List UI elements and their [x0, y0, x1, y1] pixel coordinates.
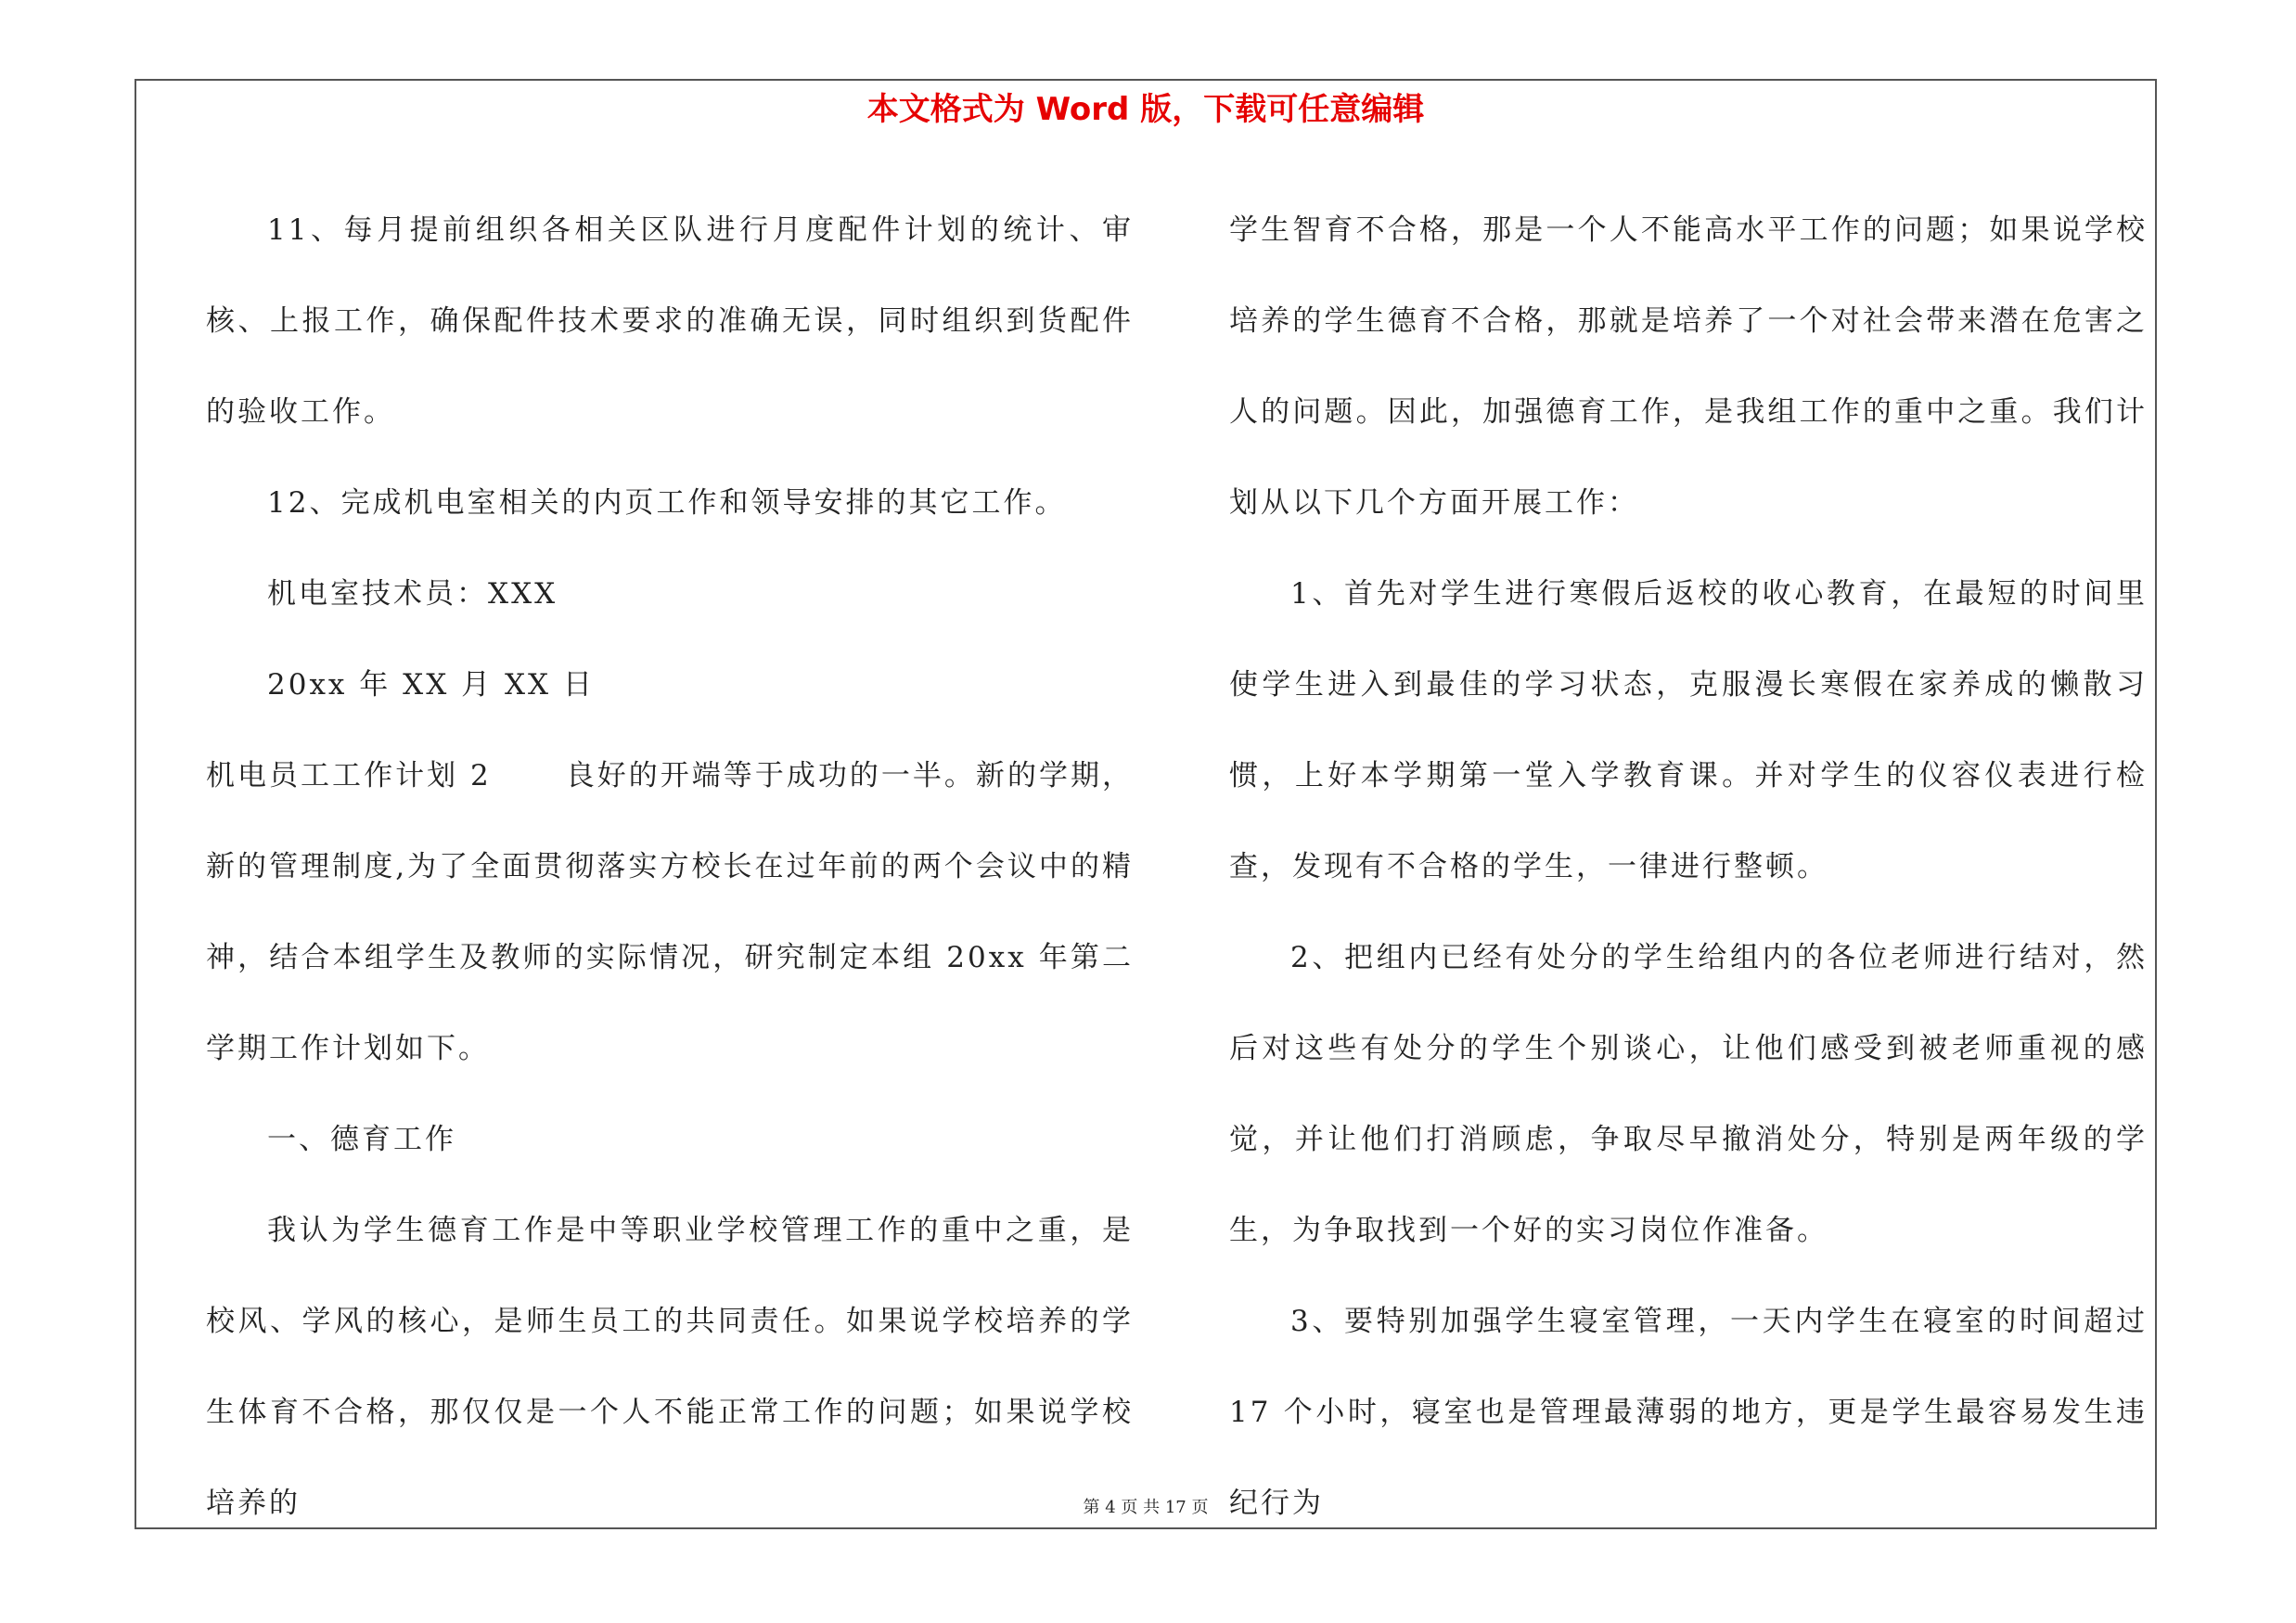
left-column: [206, 185, 1134, 1549]
right-column: [1229, 185, 2148, 1549]
signature-line: 机电室技术员：XXX: [267, 577, 558, 611]
paragraph: 学生智育不合格，那是一个人不能高水平工作的问题；如果说学校培养的学生德育不合格，那就是培养了一个对社会带来潜在危害之人的问题。因此，加强德育工作，是我组工作的重中之重。我们计划从以下几个方面开展工作：: [1229, 213, 2148, 520]
paragraph: 3、要特别加强学生寝室管理，一天内学生在寝室的时间超过 17 个小时，寝室也是管理最薄弱的地方，更是学生最容易发生违纪行为: [1229, 1305, 2148, 1520]
page-number: 第 4 页 共 17 页: [1083, 1498, 1209, 1517]
paragraph: 我认为学生德育工作是中等职业学校管理工作的重中之重，是校风、学风的核心，是师生员工的共同责任。如果说学校培养的学生体育不合格，那仅仅是一个人不能正常工作的问题；如果说学校培养的: [206, 1214, 1134, 1520]
date-line: 20xx 年 XX 月 XX 日: [267, 668, 595, 702]
heading: 一、德育工作: [267, 1123, 456, 1156]
section-paragraph: [206, 730, 1134, 1094]
paragraph: 11、每月提前组织各相关区队进行月度配件计划的统计、审核、上报工作，确保配件技术要求的准确无误，同时组织到货配件的验收工作。: [206, 213, 1134, 429]
section-body: 良好的开端等于成功的一半。新的学期，新的管理制度,为了全面贯彻落实方校长在过年前的两个会议中的精神，结合本组学生及教师的实际情况，研究制定本组 20xx 年第二学期工作计划如下。: [206, 759, 1134, 1065]
paragraph: 1、首先对学生进行寒假后返校的收心教育，在最短的时间里使学生进入到最佳的学习状态，克服漫长寒假在家养成的懒散习惯，上好本学期第一堂入学教育课。并对学生的仪容仪表进行检查，发现有不合格的学生，一律进行整顿。: [1229, 577, 2148, 883]
section-title: 机电员工工作计划 2: [206, 759, 492, 792]
word-format-banner: 本文格式为 Word 版，下载可任意编辑: [866, 91, 1425, 128]
paragraph: 2、把组内已经有处分的学生给组内的各位老师进行结对，然后对这些有处分的学生个别谈心，让他们感受到被老师重视的感觉，并让他们打消顾虑，争取尽早撤消处分，特别是两年级的学生，为争取找到一个好的实习岗位作准备。: [1229, 941, 2148, 1247]
paragraph: 12、完成机电室相关的内页工作和领导安排的其它工作。: [267, 486, 1067, 520]
